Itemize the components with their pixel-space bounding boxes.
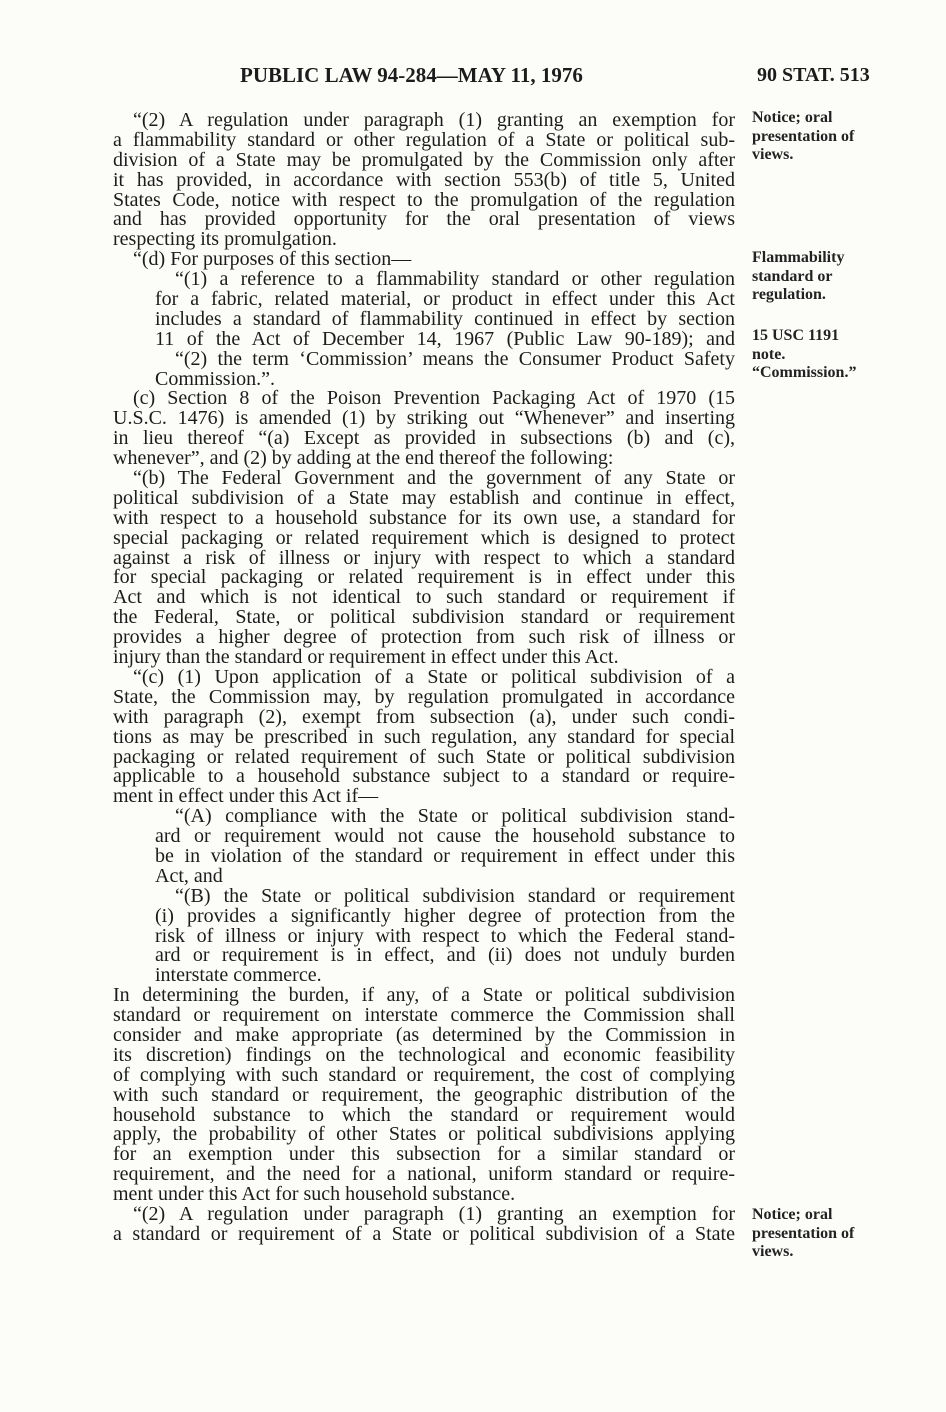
text-line: Commission.”. [155,367,276,390]
text-line: “(d) For purposes of this section— [133,248,412,271]
text-line: apply, the probability of other States or political subdivisions applying [113,1123,735,1146]
paragraph-d1-reference [113,270,735,350]
text-line: “(2) A regulation under paragraph (1) granting an exemption for [133,109,735,131]
text-line: requirement, and the need for a national, uniform standard or require- [113,1163,735,1186]
text-line: and has provided opportunity for the oral presentation of views [113,208,735,231]
text-line: consider and make appropriate (as determined by the Commission in [113,1023,735,1046]
running-header-title: PUBLIC LAW 94-284—MAY 11, 1976 [240,63,583,87]
text-line: a standard or requirement of a State or political subdivision of a State [113,1222,735,1245]
text-line: division of a State may be promulgated by the Commission only after [113,148,735,171]
text-line: includes a standard of flammability continued in effect by section [155,307,735,330]
text-line: (i) provides a significantly higher degree of protection from the [155,904,735,927]
margin-note-line: 15 USC 1191 [752,327,840,344]
text-line: for special packaging or related requirement is in effect under this [113,566,735,589]
text-line: ard or requirement is in effect, and (ii) does not unduly burden [155,944,735,967]
text-line: 11 of the Act of December 14, 1967 (Public Law 90-189); and [155,327,735,350]
text-line: of complying with such standard or requirement, the cost of complying [113,1063,735,1086]
margin-note-line: “Commission.” [752,364,857,381]
text-line: be in violation of the standard or requirement in effect under this [155,844,735,867]
text-line: “(A) compliance with the State or political subdivision stand- [175,805,735,828]
text-line: for an exemption under this subsection for a similar standard or [113,1143,735,1166]
text-line: packaging or related requirement of such State or political subdivision [113,745,735,768]
margin-note-line: standard or [752,267,833,285]
margin-note-notice-oral [752,109,932,165]
text-line: “(b) The Federal Government and the government of any State or [133,467,735,490]
margin-note-usc-citation [752,327,932,383]
paragraph-c1-application [113,665,735,808]
text-line: standard or requirement on interstate commerce the Commission shall [113,1004,735,1027]
text-line: the Federal, State, or political subdivision standard or requirement [113,606,735,629]
paragraph-determining-burden [113,986,735,1205]
paragraph-2-regulation [113,111,735,250]
margin-note-line: Notice; oral [752,109,833,126]
text-line: “(c) (1) Upon application of a State or political subdivision of a [133,665,735,688]
text-line: for a fabric, related material, or product in effect under this Act [155,288,735,311]
text-line: against a risk of illness or injury with respect to which a standard [113,546,735,569]
text-line: “(2) A regulation under paragraph (1) granting an exemption for [133,1202,735,1225]
paragraph-2-regulation-exemption [113,1202,735,1245]
text-line: tions as may be prescribed in such regulation, any standard for special [113,725,735,748]
text-line: Act, and [155,864,223,887]
text-line: whenever”, and (2) by adding at the end thereof the following: [113,447,614,470]
text-line: ment in effect under this Act if— [113,785,379,808]
margin-note-line: presentation of [752,127,855,145]
text-line: “(B) the State or political subdivision standard or requirement [175,884,735,907]
paragraph-a-compliance [113,807,735,887]
margin-note-line: Flammability [752,249,845,266]
text-line: “(2) the term ‘Commission’ means the Consumer Product Safety [175,347,735,370]
text-line: respecting its promulgation. [113,228,337,251]
text-line: State, the Commission may, by regulation promulgated in accordance [113,685,735,708]
paragraph-b-standard [113,884,735,987]
text-line: with respect to a household substance for its own use, a standard for [113,506,735,529]
text-line: U.S.C. 1476) is amended (1) by striking out “Whenever” and inserting [113,407,735,430]
text-line: Act and which is not identical to such standard or requirement if [113,586,735,609]
margin-note-flammability [752,249,932,305]
paragraph-b-federal-government [113,469,735,668]
text-line: applicable to a household substance subject to a standard or require- [113,765,735,788]
margin-note-line: regulation. [752,286,826,303]
text-line: ard or requirement would not cause the household substance to [155,825,735,848]
paragraph-d2-commission [113,347,735,390]
text-line: In determining the burden, if any, of a State or political subdivision [113,984,735,1007]
margin-note-line: views. [752,1243,794,1260]
text-line: special packaging or related requirement which is designed to protect [113,526,735,549]
text-line: household substance to which the standard or requirement would [113,1103,735,1126]
text-line: “(1) a reference to a flammability standard or other regulation [175,268,735,291]
text-line: ment under this Act for such household substance. [113,1183,516,1206]
running-header-page-number: 90 STAT. 513 [757,64,870,86]
text-line: with paragraph (2), exempt from subsection (a), under such condi- [113,705,735,728]
text-line: in lieu thereof “(a) Except as provided in subsections (b) and (c), [113,427,735,450]
text-line: with such standard or requirement, the geographic distribution of the [113,1083,735,1106]
margin-note-line: note. [752,345,786,363]
text-line: provides a higher degree of protection from such risk of illness or [113,626,735,649]
text-line: injury than the standard or requirement in effect under this Act. [113,646,619,669]
text-line: States Code, notice with respect to the promulgation of the regulation [113,188,735,211]
paragraph-c-section-8 [113,389,735,469]
body-text [113,111,735,1245]
text-line: it has provided, in accordance with section 553(b) of title 5, United [113,168,735,191]
text-line: political subdivision of a State may establish and continue in effect, [113,486,735,509]
margin-note-line: views. [752,146,794,163]
text-line: its discretion) findings on the technological and economic feasibility [113,1043,735,1066]
margin-note-line: Notice; oral [752,1206,833,1223]
text-line: a flammability standard or other regulation of a State or political sub- [113,128,735,151]
text-line: interstate commerce. [155,964,322,987]
margin-note-line: presentation of [752,1224,855,1242]
text-line: (c) Section 8 of the Poison Prevention Packaging Act of 1970 (15 [133,387,735,410]
margin-note-notice-oral-2 [752,1206,932,1262]
text-line: risk of illness or injury with respect to which the Federal stand- [155,924,735,947]
